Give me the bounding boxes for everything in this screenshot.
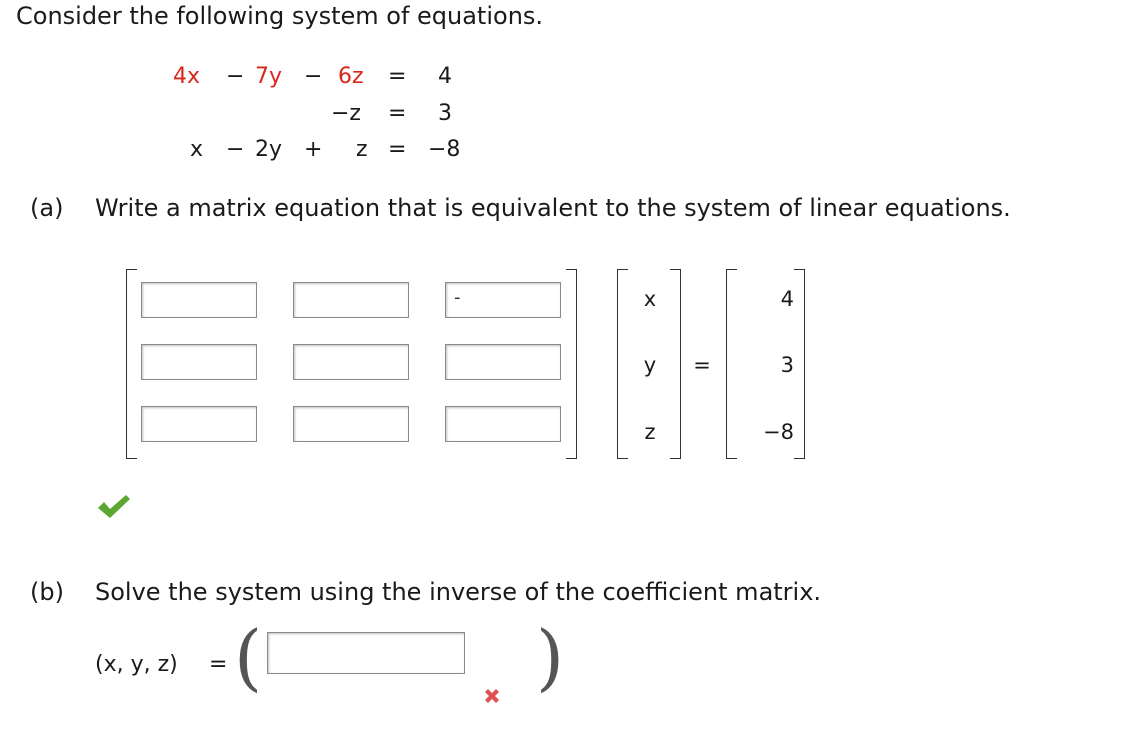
coef-input-r3c1[interactable]	[141, 406, 257, 442]
part-b-prompt: Solve the system using the inverse of the coefficient matrix.	[95, 578, 822, 606]
eq2-term-z: −z	[331, 101, 361, 126]
eq1-equals: =	[388, 64, 407, 89]
coef-input-r1c1[interactable]	[141, 282, 257, 318]
const-2: 3	[780, 353, 794, 377]
var-vector-left-bracket	[617, 269, 628, 459]
var-x: x	[643, 287, 657, 311]
eq2-equals: =	[388, 101, 407, 126]
coef-input-r1c2[interactable]	[293, 282, 409, 318]
answer-equals: =	[209, 652, 228, 677]
eq3-op2: +	[304, 137, 323, 162]
coef-input-r1c3[interactable]	[445, 282, 561, 318]
eq1-term-y: 7y	[255, 64, 283, 89]
eq3-rhs: −8	[428, 137, 461, 162]
answer-input[interactable]	[267, 632, 465, 674]
var-z: z	[644, 420, 656, 444]
coef-input-r2c2[interactable]	[293, 344, 409, 380]
eq1-term-x: 4x	[173, 64, 201, 89]
checkmark-icon	[96, 494, 132, 520]
eq1-op1: −	[226, 64, 245, 89]
coef-input-r2c3[interactable]	[445, 344, 561, 380]
eq1-term-z: 6z	[338, 64, 364, 89]
eq2-rhs: 3	[438, 101, 452, 126]
coef-input-r3c3[interactable]	[445, 406, 561, 442]
const-3: −8	[763, 420, 794, 444]
var-y: y	[643, 353, 657, 377]
part-a-label: (a)	[30, 194, 64, 222]
const-1: 4	[780, 287, 794, 311]
part-a-prompt: Write a matrix equation that is equivalent to the system of linear equations.	[95, 194, 1011, 222]
problem-intro: Consider the following system of equations.	[16, 2, 544, 30]
coef-input-r3c2[interactable]	[293, 406, 409, 442]
eq1-rhs: 4	[438, 64, 452, 89]
left-paren: (	[234, 615, 263, 699]
eq1-op2: −	[304, 64, 323, 89]
var-vector-right-bracket	[670, 269, 681, 459]
cross-icon	[482, 686, 502, 706]
const-vector-right-bracket	[794, 269, 805, 459]
eq3-op1: −	[226, 137, 245, 162]
eq3-term-y: 2y	[255, 137, 283, 162]
eq3-equals: =	[388, 137, 407, 162]
coef-input-r2c1[interactable]	[141, 344, 257, 380]
eq3-term-z: z	[356, 137, 368, 162]
matrix-equals: =	[693, 353, 711, 377]
coef-input-prefix: -	[454, 287, 461, 308]
right-paren: )	[536, 615, 565, 699]
answer-label: (x, y, z)	[95, 652, 178, 677]
const-vector-left-bracket	[726, 269, 737, 459]
coef-matrix-right-bracket	[566, 269, 577, 459]
coef-matrix-left-bracket	[126, 269, 137, 459]
part-b-label: (b)	[30, 578, 64, 606]
eq3-term-x: x	[190, 137, 204, 162]
